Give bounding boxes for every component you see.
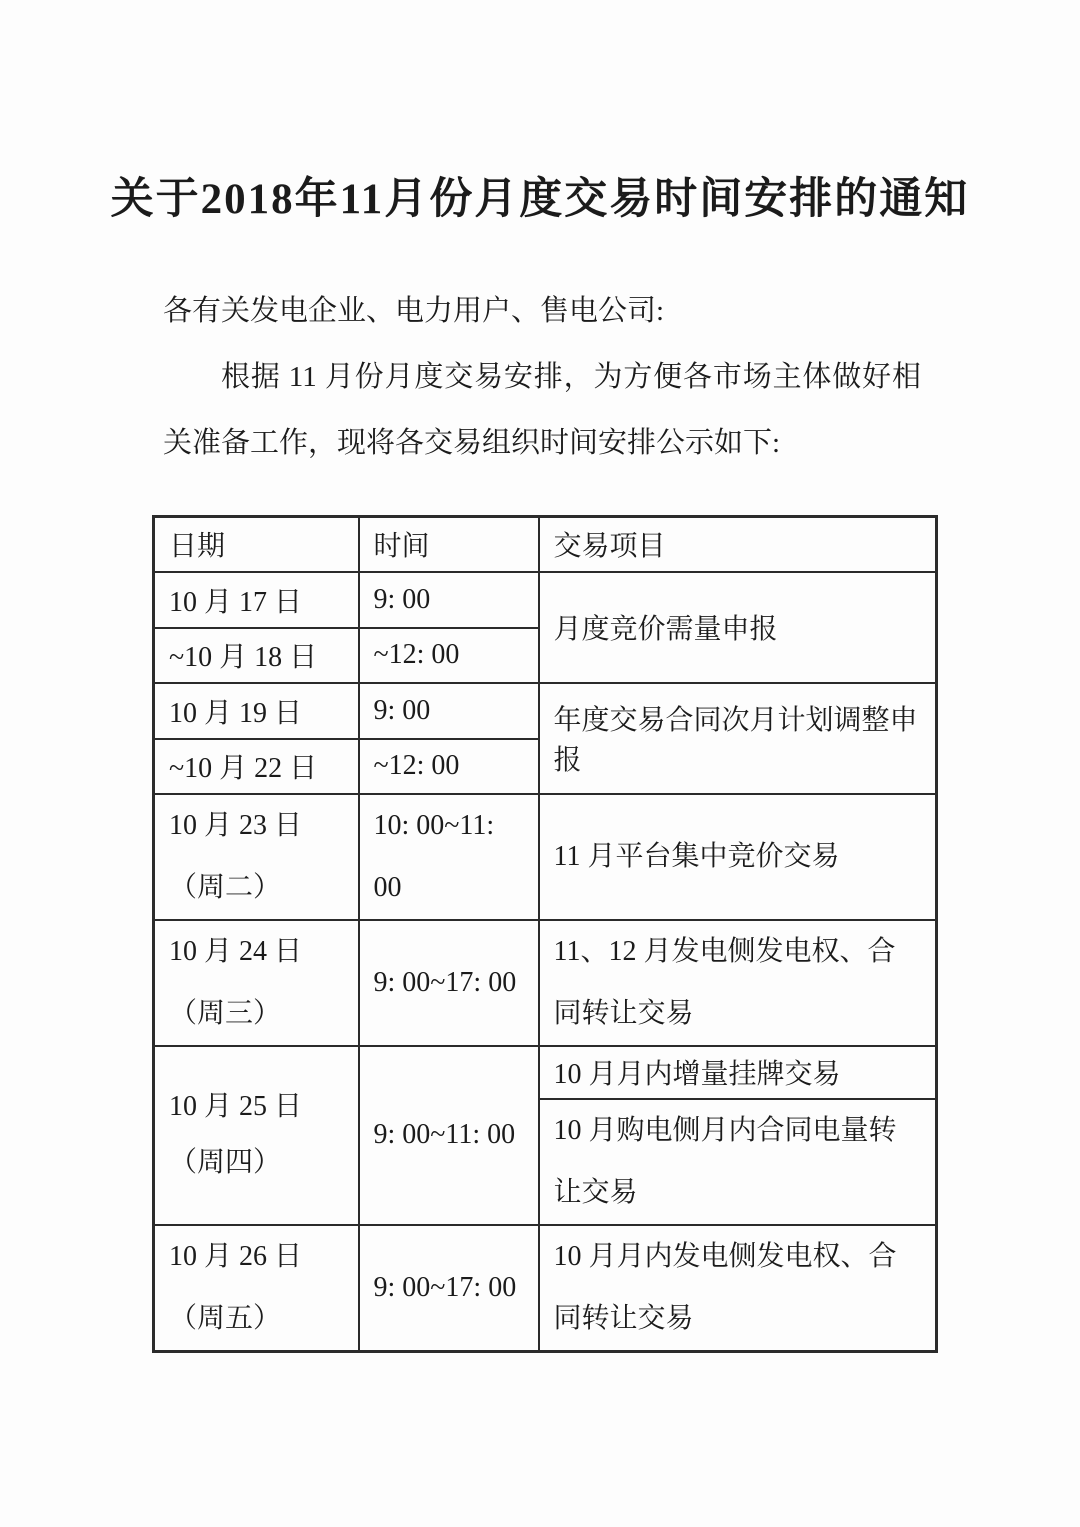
table-row	[154, 1225, 937, 1352]
date-cell: 10 月 19 日	[154, 683, 359, 739]
date-cell: ~10 月 18 日	[154, 628, 359, 683]
intro-paragraph: 根据 11 月份月度交易安排，为方便各市场主体做好相关准备工作，现将各交易组织时间安排公示如下:	[163, 361, 921, 459]
project-cell: 10 月月内增量挂牌交易	[539, 1046, 937, 1099]
header-time-cell: 时间	[359, 517, 539, 572]
time-cell: 9: 00	[359, 572, 539, 628]
project-cell: 年度交易合同次月计划调整申报	[539, 683, 937, 794]
page-title: 关于2018年11月份月度交易时间安排的通知	[110, 175, 970, 223]
table-row	[154, 572, 937, 628]
date-cell: 10 月 26 日（周五）	[154, 1225, 359, 1352]
time-cell: 10: 00~11: 00	[359, 794, 539, 920]
date-cell: 10 月 17 日	[154, 572, 359, 628]
project-cell: 10 月购电侧月内合同电量转让交易	[539, 1099, 937, 1225]
time-cell: 9: 00~17: 00	[359, 1225, 539, 1352]
time-cell: 9: 00	[359, 683, 539, 739]
time-cell: ~12: 00	[359, 628, 539, 683]
table-row	[154, 794, 937, 920]
header-date-cell: 日期	[154, 517, 359, 572]
project-cell: 11 月平台集中竞价交易	[539, 794, 937, 920]
time-cell: 9: 00~11: 00	[359, 1046, 539, 1225]
header-project-cell: 交易项目	[539, 517, 937, 572]
project-cell: 11、12 月发电侧发电权、合同转让交易	[539, 920, 937, 1046]
table-row	[154, 920, 937, 1046]
project-cell: 月度竞价需量申报	[539, 572, 937, 683]
table-row	[154, 1046, 937, 1099]
table-header-row	[154, 517, 937, 572]
date-cell: 10 月 25 日（周四）	[154, 1046, 359, 1225]
salutation-line: 各有关发电企业、电力用户、售电公司:	[163, 295, 665, 327]
schedule-table	[152, 515, 938, 1353]
table-row	[154, 683, 937, 739]
date-cell: 10 月 23 日（周二）	[154, 794, 359, 920]
date-cell: ~10 月 22 日	[154, 739, 359, 794]
notice-body	[163, 278, 921, 476]
time-cell: 9: 00~17: 00	[359, 920, 539, 1046]
date-cell: 10 月 24 日（周三）	[154, 920, 359, 1046]
time-cell: ~12: 00	[359, 739, 539, 794]
project-cell: 10 月月内发电侧发电权、合同转让交易	[539, 1225, 937, 1352]
